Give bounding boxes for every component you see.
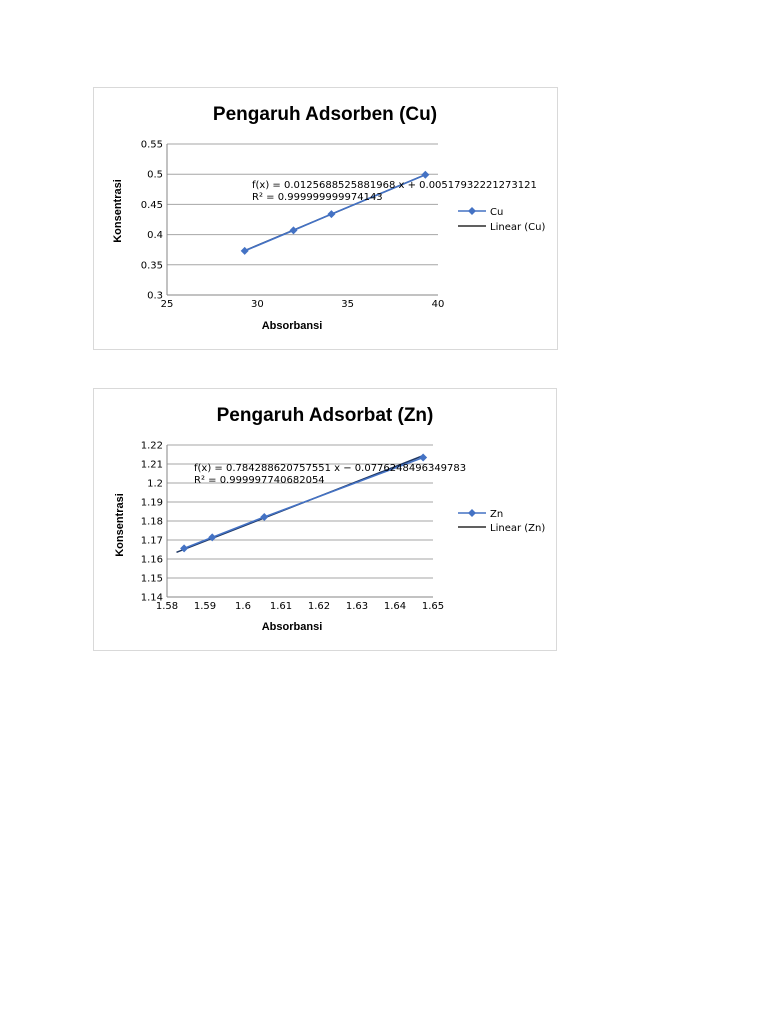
data-point bbox=[289, 226, 297, 234]
x-tick-label: 1.63 bbox=[345, 601, 369, 612]
x-axis-title: Absorbansi bbox=[261, 621, 323, 633]
legend bbox=[458, 207, 545, 233]
x-tick-label: 1.62 bbox=[307, 601, 331, 612]
x-tick-label: 1.59 bbox=[193, 601, 217, 612]
chart-cu bbox=[94, 88, 559, 351]
y-tick-label: 0.4 bbox=[147, 230, 163, 242]
trendline-equation: f(x) = 0.0125688525881968 x + 0.00517932221273121 bbox=[252, 180, 537, 191]
y-tick-label: 1.15 bbox=[140, 573, 163, 585]
y-tick-label: 1.22 bbox=[140, 440, 163, 452]
chart-panel-cu bbox=[93, 87, 558, 350]
y-axis-title: Konsentrasi bbox=[114, 493, 126, 557]
chart-title: Pengaruh Adsorbat (Zn) bbox=[216, 405, 434, 426]
y-tick-label: 1.21 bbox=[140, 459, 163, 471]
legend-series-marker bbox=[468, 509, 476, 517]
y-tick-label: 0.3 bbox=[147, 290, 163, 302]
trendline-r2: R² = 0.999999999974143 bbox=[252, 192, 383, 203]
axes bbox=[141, 140, 445, 311]
x-tick-label: 35 bbox=[341, 299, 355, 310]
y-tick-label: 0.35 bbox=[140, 260, 163, 272]
x-tick-label: 1.65 bbox=[421, 601, 445, 612]
gridlines bbox=[167, 144, 438, 265]
legend-series-label: Zn bbox=[490, 509, 504, 520]
chart-zn bbox=[94, 389, 558, 652]
legend-series-marker bbox=[468, 207, 476, 215]
y-tick-label: 1.2 bbox=[147, 478, 163, 490]
data-point bbox=[241, 247, 249, 255]
chart-panel-zn bbox=[93, 388, 557, 651]
data-point bbox=[421, 171, 429, 179]
x-axis-title: Absorbansi bbox=[261, 320, 323, 332]
x-tick-label: 30 bbox=[250, 299, 264, 310]
data-point bbox=[419, 454, 427, 462]
data-point bbox=[260, 513, 268, 521]
trendline-equation: f(x) = 0.784288620757551 x − 0.0776248496349783 bbox=[194, 463, 467, 474]
y-tick-label: 1.19 bbox=[140, 497, 163, 509]
y-tick-label: 0.55 bbox=[140, 139, 163, 151]
legend-trendline-label: Linear (Zn) bbox=[490, 523, 546, 534]
legend-series-label: Cu bbox=[490, 207, 504, 218]
x-tick-label: 1.64 bbox=[383, 601, 407, 612]
y-tick-label: 1.16 bbox=[140, 554, 163, 566]
y-axis-title: Konsentrasi bbox=[112, 179, 124, 243]
trendline-r2: R² = 0.999997740682054 bbox=[194, 475, 325, 486]
y-tick-label: 1.17 bbox=[140, 535, 163, 547]
data-point bbox=[327, 210, 335, 218]
y-tick-label: 0.5 bbox=[147, 169, 163, 181]
chart-title: Pengaruh Adsorben (Cu) bbox=[212, 104, 438, 125]
x-tick-label: 1.61 bbox=[269, 601, 293, 612]
x-tick-label: 1.58 bbox=[155, 601, 179, 612]
x-tick-label: 25 bbox=[160, 299, 174, 310]
legend bbox=[458, 509, 545, 534]
y-tick-label: 1.14 bbox=[140, 592, 163, 604]
x-tick-label: 40 bbox=[431, 299, 445, 310]
legend-trendline-label: Linear (Cu) bbox=[490, 222, 546, 233]
y-tick-label: 0.45 bbox=[140, 199, 163, 211]
x-tick-label: 1.6 bbox=[235, 601, 251, 612]
y-tick-label: 1.18 bbox=[140, 516, 163, 528]
